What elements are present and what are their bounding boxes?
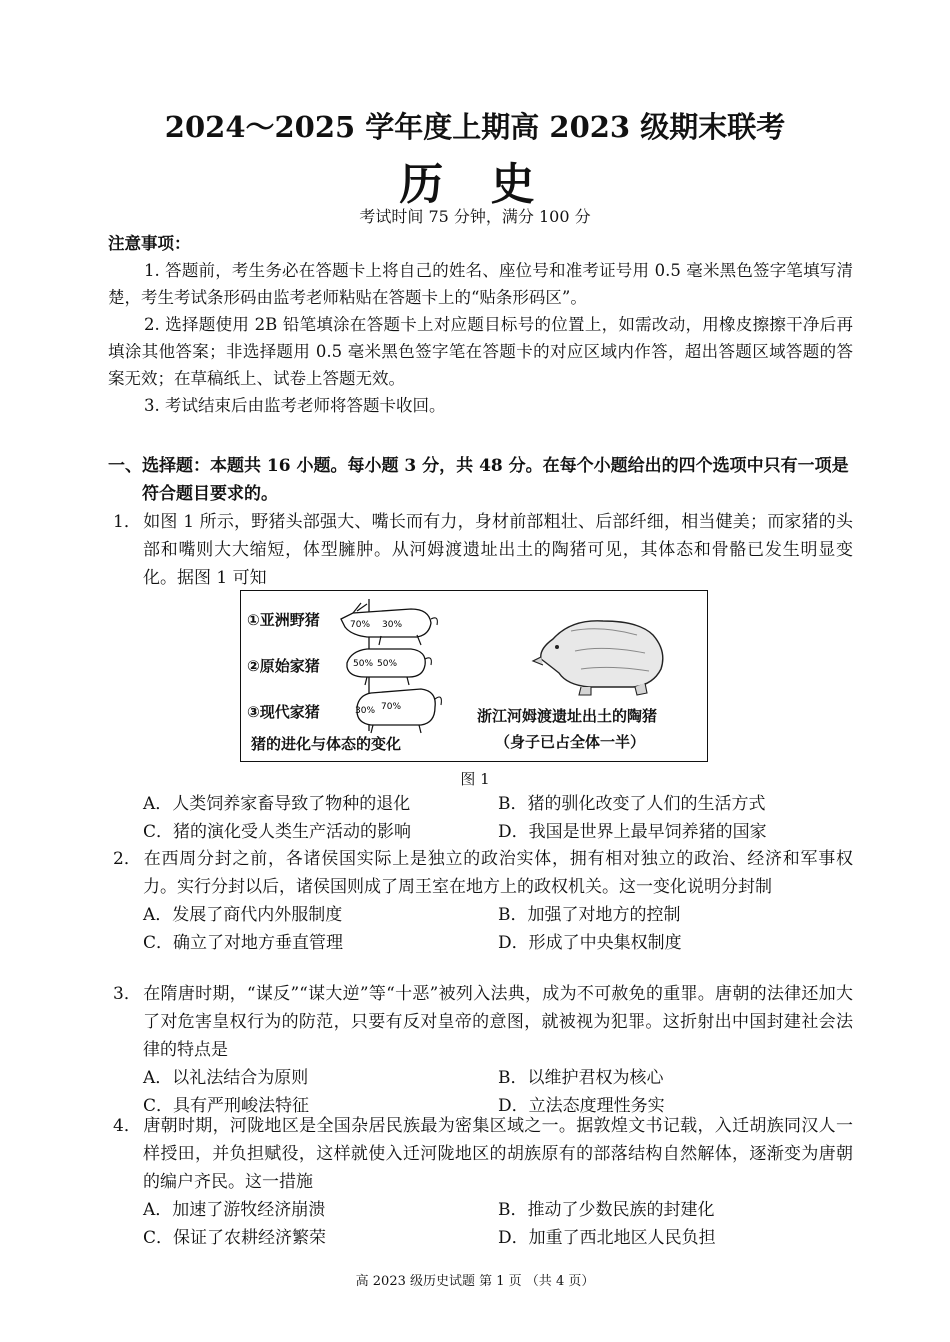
question-stem — [113, 980, 853, 1064]
question-stem — [113, 845, 853, 901]
notes — [108, 230, 853, 419]
option-b[interactable]: B．加强了对地方的控制 — [498, 905, 681, 925]
question-text: 如图 1 所示，野猪头部强大、嘴长而有力，身材前部粗壮、后部纤细，相当健美；而家猪的头部和嘴则大大缩短，体型臃肿。从河姆渡遗址出土的陶猪可见，其体态和骨骼已发生明显变化。据图 1 可知 — [143, 512, 853, 588]
note-item-3: 3. 考试结束后由监考老师将答题卡收回。 — [144, 396, 446, 415]
option-c[interactable]: C．猪的演化受人类生产活动的影响 — [143, 822, 412, 842]
pig-3-left-pct: 30% — [355, 706, 376, 716]
pig-2-label: ②原始家猪 — [247, 657, 320, 675]
pig-1-left-pct: 70% — [350, 620, 371, 630]
question-2 — [113, 845, 853, 957]
subject-title: 历 史 — [399, 159, 551, 210]
figure-right-caption-1: 浙江河姆渡遗址出土的陶猪 — [477, 707, 658, 725]
notes-title: 注意事项： — [108, 234, 191, 253]
option-c[interactable]: C．确立了对地方垂直管理 — [143, 933, 344, 953]
pig-3-label: ③现代家猪 — [247, 703, 320, 721]
question-4 — [113, 1112, 853, 1252]
option-a[interactable]: A．人类饲养家畜导致了物种的退化 — [143, 794, 411, 814]
exam-title: 2024～2025 学年度上期高 2023 级期末联考 — [164, 110, 786, 144]
pig-1-right-pct: 30% — [382, 620, 403, 630]
exam-info: 考试时间 75 分钟，满分 100 分 — [359, 207, 591, 226]
question-number: 3． — [113, 984, 141, 1004]
option-d[interactable]: D．加重了西北地区人民负担 — [498, 1228, 716, 1248]
option-b[interactable]: B．推动了少数民族的封建化 — [498, 1200, 715, 1220]
pottery-pig-icon — [533, 621, 663, 695]
option-c[interactable]: C．具有严刑峻法特征 — [143, 1096, 310, 1116]
option-c[interactable]: C．保证了农耕经济繁荣 — [143, 1228, 327, 1248]
question-1 — [113, 508, 853, 592]
option-b[interactable]: B．猪的驯化改变了人们的生活方式 — [498, 794, 766, 814]
question-stem — [113, 1112, 853, 1196]
question-text: 唐朝时期，河陇地区是全国杂居民族最为密集区域之一。据敦煌文书记载，入迁胡族同汉人一样授田，并负担赋役，这样就使入迁河陇地区的胡族原有的部落结构自然解体，逐渐变为唐朝的编户齐民。这一措施 — [143, 1116, 853, 1192]
page-footer: 高 2023 级历史试题 第 1 页 （共 4 页） — [355, 1274, 595, 1289]
pig-1-label: ①亚洲野猪 — [247, 611, 320, 629]
figure-1 — [240, 590, 708, 762]
question-stem — [113, 508, 853, 592]
question-number: 2． — [113, 849, 141, 869]
question-number: 4． — [113, 1116, 141, 1136]
figure-left-caption: 猪的进化与体态的变化 — [251, 735, 402, 753]
pig-2-left-pct: 50% — [353, 659, 374, 669]
question-text: 在西周分封之前，各诸侯国实际上是独立的政治实体，拥有相对独立的政治、经济和军事权力。实行分封以后，诸侯国则成了周王室在地方上的政权机关。这一变化说明分封制 — [143, 849, 853, 897]
option-a[interactable]: A．发展了商代内外服制度 — [143, 905, 343, 925]
pig-2-right-pct: 50% — [377, 659, 398, 669]
option-d[interactable]: D．形成了中央集权制度 — [498, 933, 682, 953]
option-b[interactable]: B．以维护君权为核心 — [498, 1068, 664, 1088]
section-heading-text: 一、选择题：本题共 16 小题。每小题 3 分，共 48 分。在每个小题给出的四个选项中只有一项是符合题目要求的。 — [108, 456, 849, 504]
question-1-options — [113, 790, 853, 846]
question-3 — [113, 980, 853, 1120]
option-d[interactable]: D．立法态度理性务实 — [498, 1096, 665, 1116]
option-a[interactable]: A．以礼法结合为原则 — [143, 1068, 309, 1088]
option-a[interactable]: A．加速了游牧经济崩溃 — [143, 1200, 326, 1220]
option-d[interactable]: D．我国是世界上最早饲养猪的国家 — [498, 822, 767, 842]
note-item-2: 2. 选择题使用 2B 铅笔填涂在答题卡上对应题目标号的位置上，如需改动，用橡皮擦擦干净后再填涂其他答案；非选择题用 0.5 毫米黑色签字笔在答题卡的对应区域内作答，超出答题区域答题的答案无效；在草稿纸上、试卷上答题无效。 — [108, 315, 853, 388]
note-item-1: 1. 答题前，考生务必在答题卡上将自己的姓名、座位号和准考证号用 0.5 毫米黑色签字笔填写清楚，考生考试条形码由监考老师粘贴在答题卡上的“贴条形码区”。 — [108, 261, 853, 307]
pig-3-right-pct: 70% — [381, 702, 402, 712]
figure-caption: 图 1 — [460, 770, 490, 788]
question-number: 1． — [113, 512, 141, 532]
figure-right-caption-2: （身子已占全体一半） — [495, 733, 646, 751]
question-text: 在隋唐时期，“谋反”“谋大逆”等“十恶”被列入法典，成为不可赦免的重罪。唐朝的法律还加大了对危害皇权行为的防范，只要有反对皇帝的意图，就被视为犯罪。这折射出中国封建社会法律的特点是 — [143, 984, 853, 1060]
section-heading — [108, 452, 853, 508]
